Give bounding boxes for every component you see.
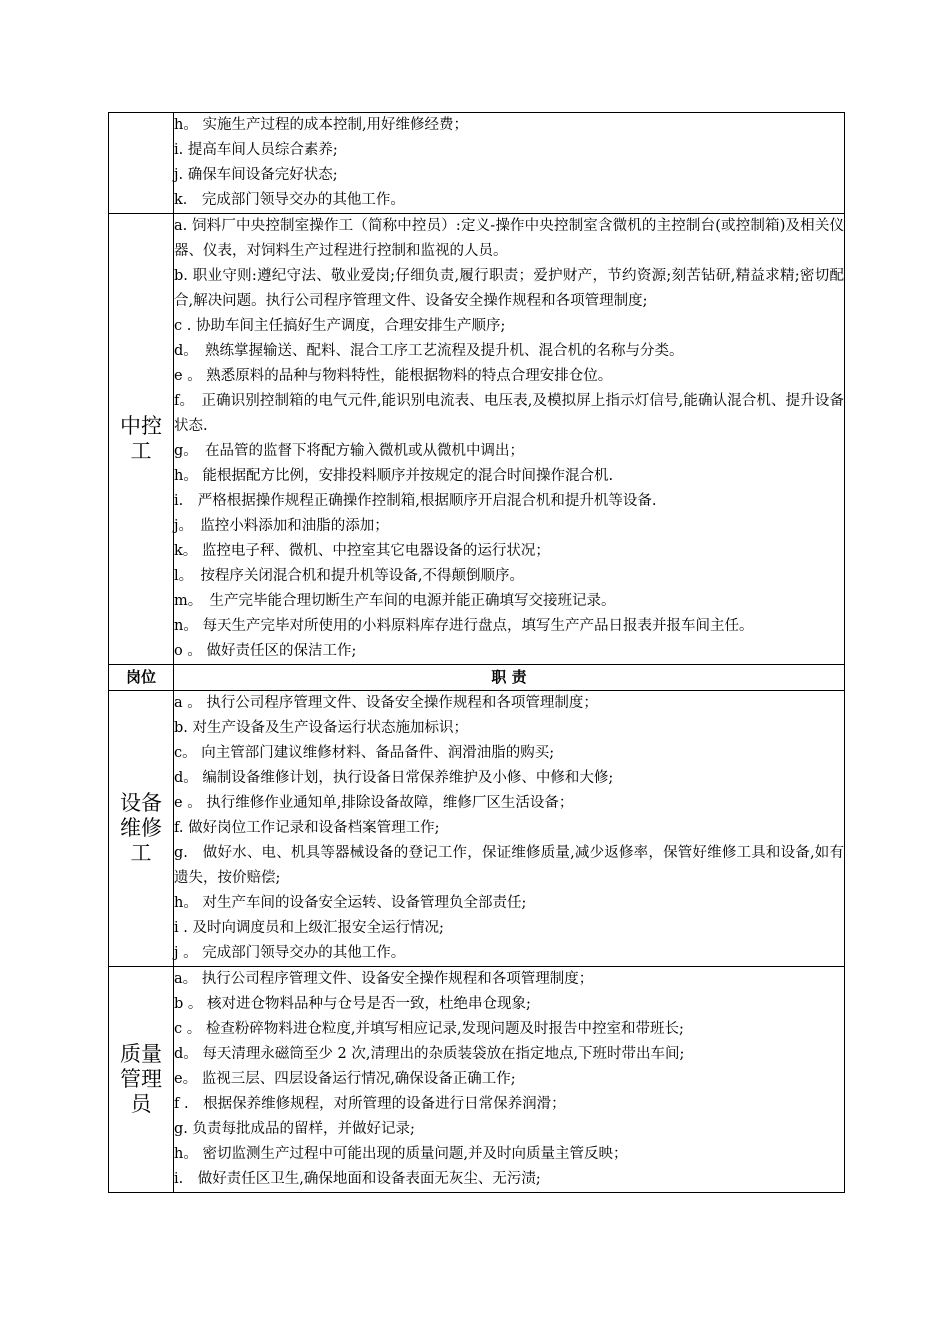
role-cell	[109, 113, 174, 214]
duty-list	[174, 691, 845, 967]
duty-item: h。 密切监测生产过程中可能出现的质量问题,并及时向质量主管反映；	[174, 1146, 628, 1162]
duty-item: i. 做好责任区卫生,确保地面和设备表面无灰尘、无污渍;	[174, 1171, 541, 1187]
duty-item: i. 严格根据操作规程正确操作控制箱,根据顺序开启混合机和提升机等设备.	[174, 493, 657, 509]
section-row-quality	[109, 967, 845, 1193]
duty-item: h。 对生产车间的设备安全运转、设备管理负全部责任;	[174, 895, 527, 911]
duty-item: g. 负责每批成品的留样，并做好记录;	[174, 1121, 415, 1137]
duty-item: e。 监视三层、四层设备运行情况,确保设备正确工作;	[174, 1071, 516, 1087]
role-name: 质量管理员	[120, 1042, 162, 1116]
duty-item: f. 做好岗位工作记录和设备档案管理工作;	[174, 820, 440, 836]
duty-item: c . 协助车间主任搞好生产调度，合理安排生产顺序;	[174, 318, 506, 334]
duty-item: c。 向主管部门建议维修材料、备品备件、润滑油脂的购买;	[174, 745, 555, 761]
duty-item: b. 职业守则:遵纪守法、敬业爱岗;仔细负责,履行职责；爱护财产，节约资源;刻苦钻研,精益求精;密切配合,解决问题。执行公司程序管理文件、设备安全操作规程和各项管理制度;	[174, 268, 844, 309]
role-cell	[109, 214, 174, 665]
duty-item: e 。 执行维修作业通知单,排除设备故障，维修厂区生活设备；	[174, 795, 574, 811]
duty-item: e 。 熟悉原料的品种与物料特性，能根据物料的特点合理安排仓位。	[174, 368, 613, 384]
duty-list	[174, 214, 845, 665]
duty-item: b 。 核对进仓物料品种与仓号是否一致，杜绝串仓现象;	[174, 996, 531, 1012]
duty-item: a. 饲料厂中央控制室操作工（简称中控员）:定义-操作中央控制室含微机的主控制台(或控制箱)及相关仪器、仪表，对饲料生产过程进行控制和监视的人员。	[174, 218, 844, 259]
role-name: 设备维修工	[120, 791, 162, 865]
post-header: 岗位	[109, 665, 174, 691]
duty-item: l。 按程序关闭混合机和提升机等设备,不得颠倒顺序。	[174, 568, 524, 584]
duty-item: a 。 执行公司程序管理文件、设备安全操作规程和各项管理制度；	[174, 695, 598, 711]
role-name: 中控工	[120, 414, 162, 463]
role-cell	[109, 691, 174, 967]
duty-item: b. 对生产设备及生产设备运行状态施加标识；	[174, 720, 468, 736]
duty-item: a。 执行公司程序管理文件、设备安全操作规程和各项管理制度；	[174, 971, 594, 987]
duty-item: k。 监控电子秤、微机、中控室其它电器设备的运行状况；	[174, 543, 550, 559]
section-row-continued	[109, 113, 845, 214]
duty-list	[174, 967, 845, 1193]
duty-item: j。 监控小料添加和油脂的添加；	[174, 518, 389, 534]
duty-item: i . 及时向调度员和上级汇报安全运行情况;	[174, 920, 444, 936]
duty-header: 职 责	[174, 665, 845, 691]
duty-item: d。 每天清理永磁筒至少 2 次,清理出的杂质装袋放在指定地点,下班时带出车间;	[174, 1046, 685, 1062]
duty-list	[174, 113, 845, 214]
duty-item: m。 生产完毕能合理切断生产车间的电源并能正确填写交接班记录。	[174, 593, 616, 609]
duty-item: d。 编制设备维修计划，执行设备日常保养维护及小修、中修和大修;	[174, 770, 614, 786]
duty-item: f。 正确识别控制箱的电气元件,能识别电流表、电压表,及模拟屏上指示灯信号,能确认混合机、提升设备状态.	[174, 393, 844, 434]
duty-item: f . 根据保养维修规程，对所管理的设备进行日常保养润滑；	[174, 1096, 566, 1112]
header-row	[109, 665, 845, 691]
duty-item: d。 熟练掌握输送、配料、混合工序工艺流程及提升机、混合机的名称与分类。	[174, 343, 684, 359]
duty-item: i. 提高车间人员综合素养;	[174, 142, 338, 158]
duty-item: g. 做好水、电、机具等器械设备的登记工作，保证维修质量,减少返修率，保管好维修工具和设备,如有遗失，按价赔偿;	[174, 845, 844, 886]
duty-item: g。 在品管的监督下将配方输入微机或从微机中调出；	[174, 443, 525, 459]
duty-item: n。 每天生产完毕对所使用的小料原料库存进行盘点，填写生产产品日报表并报车间主任。	[174, 618, 754, 634]
duty-item: j. 确保车间设备完好状态;	[174, 167, 338, 183]
section-row-central-control	[109, 214, 845, 665]
duty-table	[108, 112, 845, 1193]
duty-item: j 。 完成部门领导交办的其他工作。	[174, 945, 406, 961]
duty-item: k． 完成部门领导交办的其他工作。	[174, 192, 405, 208]
duty-item: c 。 检查粉碎物料进仓粒度,并填写相应记录,发现问题及时报告中控室和带班长;	[174, 1021, 684, 1037]
role-cell	[109, 967, 174, 1193]
duty-item: h。 实施生产过程的成本控制,用好维修经费；	[174, 117, 469, 133]
duty-table-body	[109, 113, 845, 1193]
duty-item: h。 能根据配方比例，安排投料顺序并按规定的混合时间操作混合机.	[174, 468, 614, 484]
section-row-maintenance	[109, 691, 845, 967]
duty-item: o 。 做好责任区的保洁工作;	[174, 643, 357, 659]
